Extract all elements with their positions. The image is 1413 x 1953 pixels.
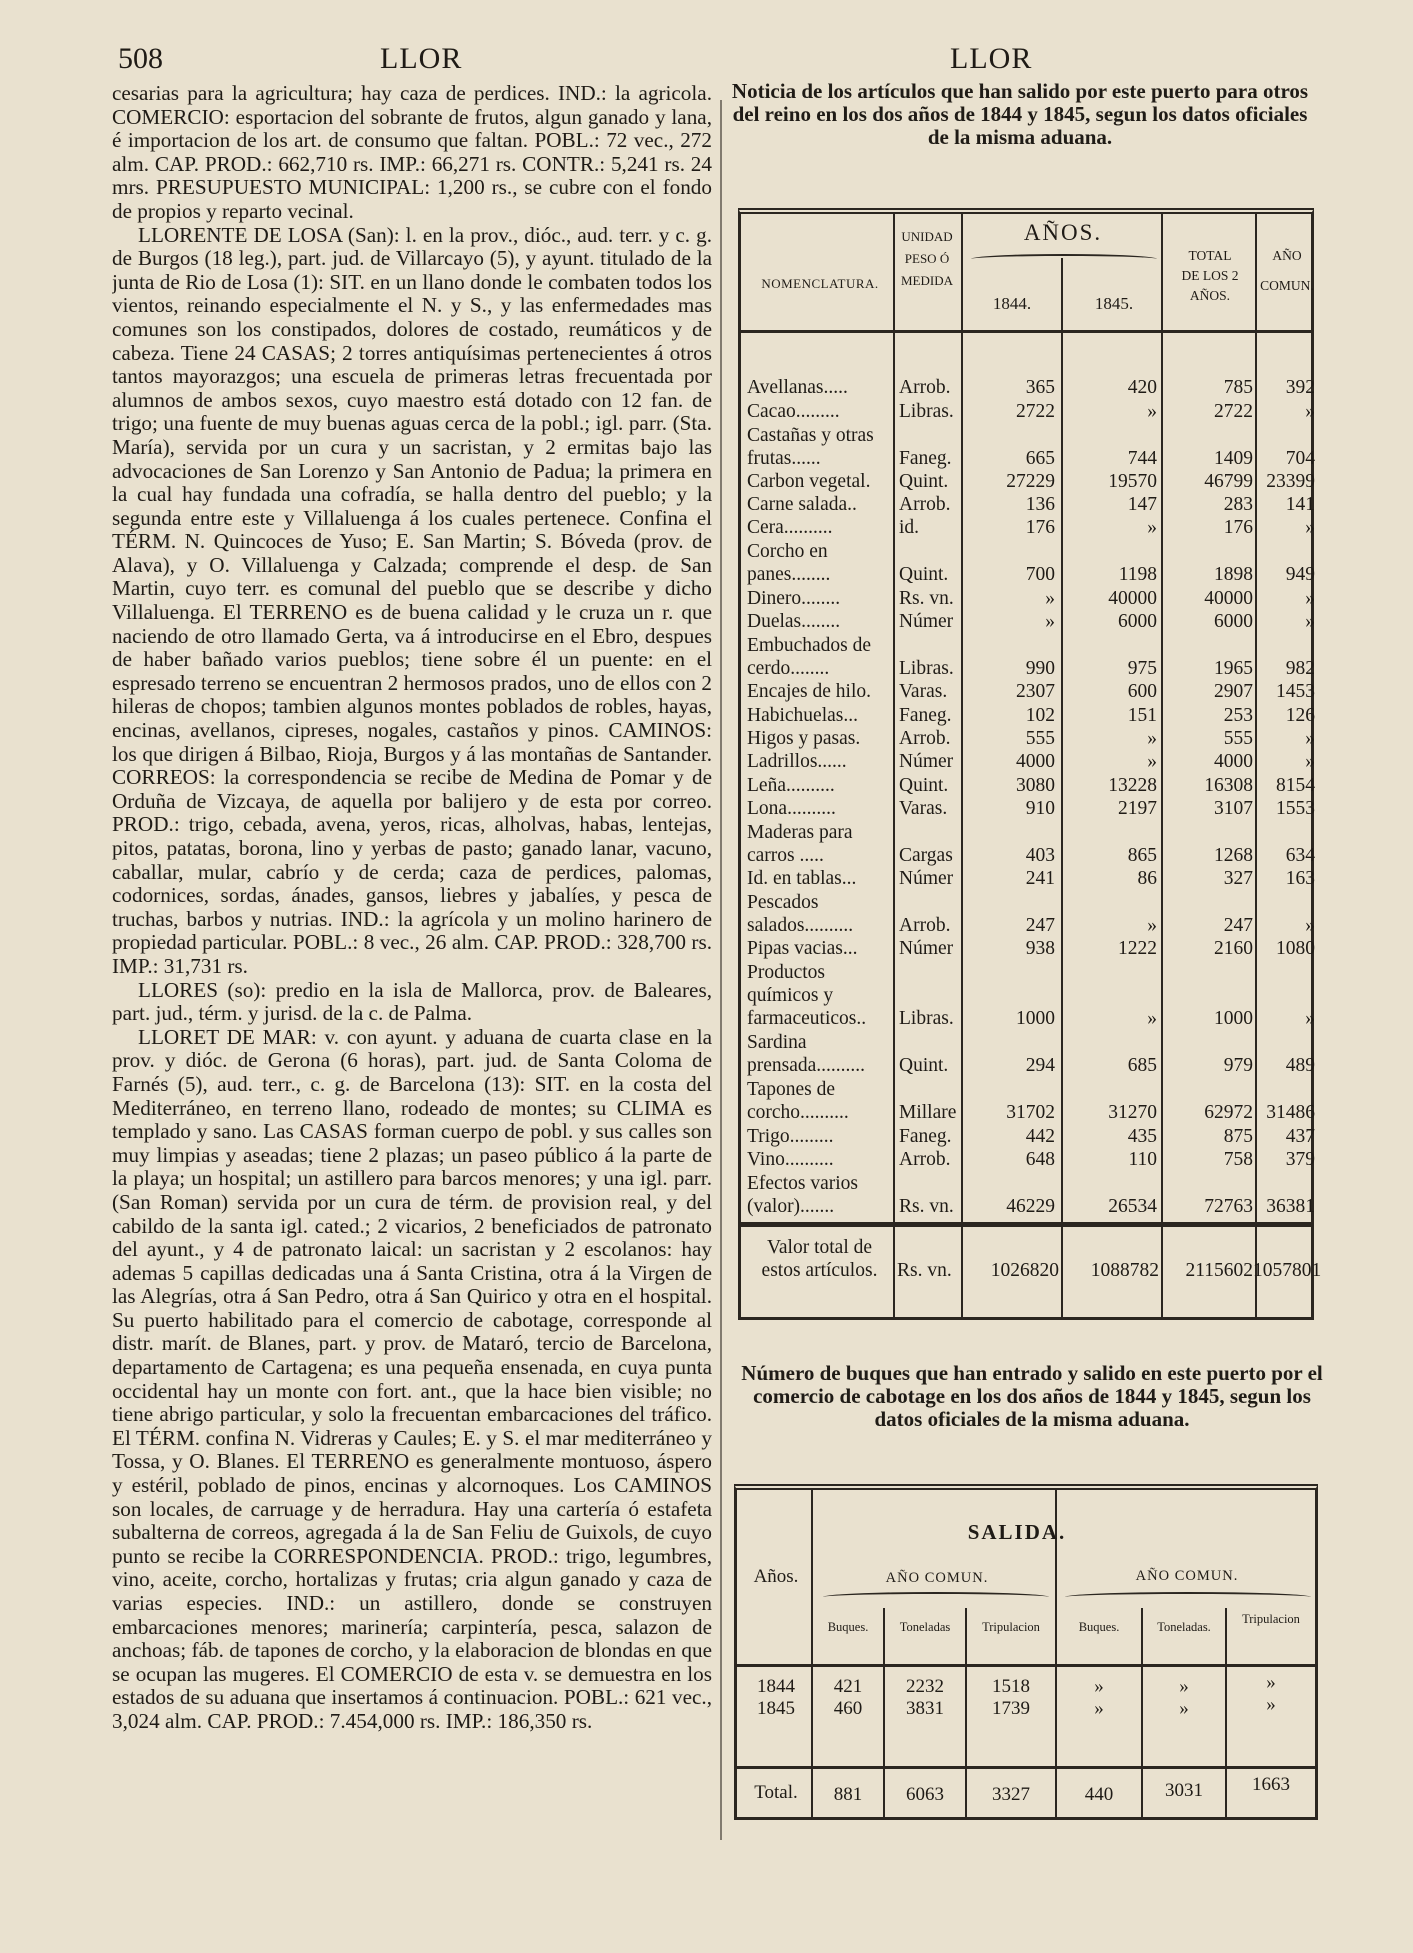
- table-row: [741, 610, 1317, 633]
- total-buques-comun: 440: [1084, 1784, 1114, 1805]
- sub-header-buques-2: Buques.: [1078, 1620, 1120, 1634]
- table-row: [741, 493, 1317, 516]
- article-name: Carbon vegetal.: [747, 470, 871, 492]
- total-row-comun: 1057801: [1253, 1260, 1322, 1281]
- value-1845: 110: [1128, 1149, 1157, 1171]
- header-year-1845: 1845.: [1094, 294, 1134, 313]
- article-name: Id. en tablas...: [747, 868, 857, 890]
- row-1844-buques-comun: »: [1094, 1676, 1104, 1697]
- value-total: 4000: [1214, 751, 1253, 773]
- articles-table-title: Noticia de los artículos que han salido por este puerto para otros del reino en los dos años de 1844 y 1845, segun los datos oficiales de la misma aduana.: [731, 79, 1309, 149]
- value-ano-comun: 437: [1285, 1125, 1315, 1147]
- article-name: Duelas........: [747, 611, 841, 633]
- value-ano-comun: »: [1305, 611, 1315, 633]
- value-ano-comun: 489: [1285, 1055, 1315, 1077]
- article-unit: Arrob.: [899, 1149, 951, 1171]
- value-ano-comun: 141: [1285, 494, 1315, 516]
- sub-header-tripulacion-2: Tripulacion: [1242, 1612, 1300, 1626]
- row-1845-toneladas: 3831: [906, 1698, 944, 1719]
- header-ano-line1: AÑO: [1272, 248, 1302, 263]
- table-row: [741, 890, 1317, 937]
- row-1844-toneladas: 2232: [906, 1676, 944, 1697]
- value-total: 3107: [1214, 797, 1253, 819]
- value-ano-comun: 634: [1285, 844, 1315, 866]
- articles-table: [738, 208, 1322, 1320]
- table-row: [741, 750, 1317, 773]
- value-1844: »: [1045, 587, 1055, 609]
- row-1845-year: 1845: [757, 1698, 795, 1719]
- header-nomenclatura: NOMENCLATURA.: [761, 276, 879, 291]
- row-1845-buques-comun: »: [1094, 1698, 1104, 1719]
- article-name: Dinero........: [747, 587, 841, 609]
- article-unit: Libras.: [899, 658, 954, 680]
- article-unit: Libras.: [899, 400, 954, 422]
- header-brace: [971, 254, 1157, 264]
- value-1845: 31270: [1108, 1102, 1157, 1124]
- paragraph-llores: LLORES (so): predio en la isla de Mallorca, prov. de Baleares, part. jud., térm. y jurisd. de la c. de Palma.: [112, 977, 712, 1026]
- article-unit: Númer: [899, 751, 954, 773]
- value-1845: »: [1147, 400, 1157, 422]
- article-unit: Quint.: [899, 774, 949, 796]
- value-1844: 665: [1025, 447, 1055, 469]
- header-unidad-line2: PESO Ó: [904, 251, 950, 266]
- value-total: 2160: [1214, 938, 1253, 960]
- article-name: Maderas para carros .....: [747, 821, 853, 866]
- article-unit: Faneg.: [899, 1125, 952, 1147]
- value-1844: 4000: [1016, 751, 1055, 773]
- article-unit: Arrob.: [899, 915, 951, 937]
- article-unit: Libras.: [899, 1008, 954, 1030]
- value-ano-comun: »: [1305, 915, 1315, 937]
- article-name: Vino..........: [747, 1149, 834, 1171]
- article-unit: Quint.: [899, 470, 949, 492]
- value-ano-comun: 1453: [1276, 681, 1315, 703]
- row-1844-buques: 421: [833, 1676, 863, 1697]
- total-row-1844: 1026820: [990, 1260, 1059, 1281]
- article-name: Sardina prensada..........: [747, 1032, 866, 1077]
- article-unit: Faneg.: [899, 447, 952, 469]
- group-brace-1: [823, 1592, 1049, 1602]
- article-name: Productos químicos y farmaceuticos..: [747, 962, 867, 1030]
- value-1844: 176: [1025, 517, 1055, 539]
- total-label: Total.: [754, 1782, 798, 1803]
- value-1845: 420: [1127, 377, 1157, 399]
- paragraph-llorente-de-losa: LLORENTE DE LOSA (San): l. en la prov., dióc., aud. terr. y c. g. de Burgos (18 leg.), part. jud. de Villarcayo (5), y ayunt. titulado de la junta de Rio de Losa (1): SIT. en un llano donde le combaten todos los vientos, reinando especialmente el N. y S., y las enfermedades mas comunes son los constipados, dolores de costado, reumáticos y de cabeza. Tiene 24 CASAS; 2 torres antiquísimas pertenecientes á otros tantos mayorazgos; una escuela de primeras letras frecuentada por alumnos de ambos sexos, cuyo maestro está dotado con 12 fan. de trigo; una fuente de muy buenas aguas cerca de la pobl.; igl. parr. (Sta. María), servida por un cura y un sacristan, y 2 ermitas bajo las advocaciones de San Lorenzo y San Antonio de Padua; la primera en la cual hay fundada una cofradía, se halla dentro del pueblo; y la segunda entre este y Villaluenga á los cuales pertenece. Confina el TÉRM. N. Quincoces de Yuso; E. San Martin; S. Bóveda (prov. de Alava), y O. Villaluenga y Calzada; comprende el desp. de San Martin, cuyo terr. es comunal del pueblo que se describe y dicho Villaluenga. El TERRENO es de buena calidad y le cruza un r. que naciendo de otro llamado Gerta, va á introducirse en el Ebro, despues de haber bañado varios pueblos; tiene sobre él un puente: en el espresado terreno se encuentran 2 hermosos prados, uno de ellos con 2 hileras de chopos; tambien algunos montes poblados de robles, hayas, encinas, avellanos, cipreses, nogales, castaños y pinos. CAMINOS: los que dirigen á Bilbao, Rioja, Burgos y á las montañas de Santander. CORREOS: la correspondencia se recibe de Medina de Pomar y de Orduña de Vizcaya, de aquella por balijero y de esta por correo. PROD.: trigo, cebada, avena, yeros, ricas, alholvas, habas, lentejas, pitos, patatas, borona, lino y yerbas de pasto; ganado lanar, vacuno, caballar, mular, cabrío y de cerda; caza de perdices, palomas, codornices, sordas, ánades, gansos, liebres y jabalíes, y pesca de truchas, barbos y nutrias. IND.: la agrícola y un molino harinero de propiedad particular. POBL.: 8 vec., 26 alm. CAP. PROD.: 328,700 rs. IMP.: 31,731 rs.: [112, 222, 712, 978]
- sub-header-toneladas-1: Toneladas: [899, 1620, 951, 1634]
- table-row: [741, 727, 1317, 750]
- value-ano-comun: »: [1305, 587, 1315, 609]
- value-ano-comun: 392: [1285, 377, 1315, 399]
- article-name: Cacao.........: [747, 400, 840, 422]
- table-row: [741, 937, 1317, 960]
- article-name: Habichuelas...: [747, 704, 859, 726]
- table-row: [741, 867, 1317, 890]
- value-total: 1000: [1214, 1008, 1253, 1030]
- total-toneladas: 6063: [906, 1784, 944, 1805]
- value-total: 253: [1223, 704, 1253, 726]
- total-row: [741, 1232, 1322, 1292]
- row-1844-tripulacion-comun: »: [1266, 1672, 1276, 1693]
- table-row: [741, 703, 1317, 726]
- table-row: [741, 960, 1317, 1030]
- article-unit: id.: [899, 517, 920, 539]
- header-total-line3: AÑOS.: [1189, 288, 1231, 303]
- table-row: [741, 470, 1317, 493]
- table-row: [741, 1077, 1317, 1124]
- value-total: 555: [1223, 727, 1253, 749]
- value-ano-comun: 379: [1285, 1149, 1315, 1171]
- article-name: Carne salada..: [747, 494, 857, 516]
- value-1844: »: [1045, 611, 1055, 633]
- article-name: Trigo.........: [747, 1125, 834, 1147]
- value-1845: 975: [1127, 658, 1157, 680]
- sub-header-toneladas-2: Toneladas.: [1157, 1620, 1211, 1634]
- value-total: 247: [1223, 915, 1253, 937]
- value-1844: 1000: [1016, 1008, 1055, 1030]
- group-heading-1: AÑO COMUN.: [885, 1570, 989, 1586]
- value-1844: 365: [1025, 377, 1055, 399]
- value-ano-comun: »: [1305, 727, 1315, 749]
- value-ano-comun: 23399: [1266, 470, 1315, 492]
- article-name: Tapones de corcho..........: [747, 1079, 849, 1124]
- value-1844: 648: [1025, 1149, 1055, 1171]
- table-row: [741, 539, 1317, 586]
- table-row: [741, 1171, 1317, 1218]
- header-ano-comun: [1257, 246, 1317, 306]
- row-1844-year: 1844: [757, 1676, 795, 1697]
- value-total: 176: [1223, 517, 1253, 539]
- running-title-left: LLOR: [380, 42, 463, 75]
- article-name: Pescados salados..........: [747, 892, 854, 937]
- value-ano-comun: 31486: [1266, 1102, 1315, 1124]
- article-unit: Faneg.: [899, 704, 952, 726]
- value-total: 979: [1223, 1055, 1253, 1077]
- group-brace-2: [1065, 1592, 1311, 1602]
- value-total: 2722: [1214, 400, 1253, 422]
- table-row: [741, 1148, 1317, 1171]
- value-1844: 241: [1025, 868, 1055, 890]
- article-unit: Millare: [899, 1102, 957, 1124]
- article-name: Pipas vacias...: [747, 938, 858, 960]
- row-1845-buques: 460: [833, 1698, 863, 1719]
- ships-table-title: Número de buques que han entrado y salido en este puerto por el comercio de cabotage en los dos años de 1844 y 1845, segun los datos oficiales de la misma aduana.: [741, 1361, 1323, 1431]
- article-name: Avellanas.....: [747, 377, 848, 399]
- table-row: [741, 1030, 1317, 1077]
- column-divider: [720, 100, 722, 1840]
- value-1845: 600: [1127, 681, 1157, 703]
- article-unit: Rs. vn.: [899, 1196, 954, 1218]
- value-1844: 555: [1025, 727, 1055, 749]
- article-unit: Rs. vn.: [899, 587, 954, 609]
- value-1845: 1222: [1118, 938, 1157, 960]
- page-number: 508: [118, 42, 163, 75]
- article-unit: Arrob.: [899, 377, 951, 399]
- table-row: [741, 399, 1317, 422]
- value-total: 72763: [1204, 1196, 1253, 1218]
- value-1845: 685: [1127, 1055, 1157, 1077]
- value-total: 62972: [1204, 1102, 1253, 1124]
- value-1844: 990: [1025, 658, 1055, 680]
- total-buques: 881: [833, 1784, 863, 1805]
- value-1844: 46229: [1006, 1196, 1055, 1218]
- article-unit: Arrob.: [899, 494, 951, 516]
- ships-table: [734, 1484, 1318, 1820]
- value-ano-comun: »: [1305, 400, 1315, 422]
- value-1844: 136: [1025, 494, 1055, 516]
- total-rule: [737, 1766, 1315, 1769]
- value-1845: 1198: [1118, 564, 1157, 586]
- value-1845: 26534: [1108, 1196, 1157, 1218]
- value-total: 283: [1223, 494, 1253, 516]
- paragraph-cesarias: cesarias para la agricultura; hay caza de perdices. IND.: la agricola. COMERCIO: esportacion del sobrante de frutos, algun ganado y lana, é importacion de los art. de consumo que faltan. POBL.: 72 vec., 272 alm. CAP. PROD.: 662,710 rs. IMP.: 66,271 rs. CONTR.: 5,241 rs. 24 mrs. PRESUPUESTO MUNICIPAL: 1,200 rs., se cubre con el fondo de propios y reparto vecinal.: [112, 82, 712, 223]
- article-name: Efectos varios (valor).......: [747, 1173, 859, 1218]
- value-1844: 442: [1025, 1125, 1055, 1147]
- value-1845: 6000: [1118, 611, 1157, 633]
- value-total: 327: [1223, 868, 1253, 890]
- value-1845: 744: [1127, 447, 1157, 469]
- article-unit: Quint.: [899, 564, 949, 586]
- header-anos: AÑOS.: [1023, 220, 1103, 245]
- article-name: Leña..........: [747, 774, 835, 796]
- header-total: [1163, 246, 1257, 306]
- sub-header-buques-1: Buques.: [827, 1620, 869, 1634]
- article-name: Cera..........: [747, 517, 833, 539]
- value-total: 2907: [1214, 681, 1253, 703]
- total-tripulacion-comun: 1663: [1252, 1774, 1290, 1795]
- value-1844: 403: [1025, 844, 1055, 866]
- value-1844: 3080: [1016, 774, 1055, 796]
- header-rule: [741, 330, 1311, 333]
- value-1845: »: [1147, 727, 1157, 749]
- value-1845: »: [1147, 751, 1157, 773]
- total-row-total: 2115602: [1185, 1260, 1253, 1281]
- table-row: [741, 633, 1317, 680]
- running-title-right: LLOR: [950, 42, 1033, 75]
- table-row: [741, 423, 1317, 470]
- table-row: [741, 680, 1317, 703]
- article-name: Lona..........: [747, 797, 836, 819]
- value-1844: 31702: [1006, 1102, 1055, 1124]
- row-1845-tripulacion: 1739: [992, 1698, 1030, 1719]
- value-1845: »: [1147, 915, 1157, 937]
- value-1845: 865: [1127, 844, 1157, 866]
- value-ano-comun: 1553: [1276, 797, 1315, 819]
- total-tripulacion: 3327: [992, 1784, 1030, 1805]
- value-ano-comun: 36381: [1266, 1196, 1315, 1218]
- value-1845: 40000: [1108, 587, 1157, 609]
- value-total: 16308: [1204, 774, 1253, 796]
- row-1844-tripulacion: 1518: [992, 1676, 1030, 1697]
- header-total-line2: DE LOS 2: [1181, 268, 1239, 283]
- group-heading-2: AÑO COMUN.: [1135, 1568, 1239, 1584]
- value-ano-comun: »: [1305, 1008, 1315, 1030]
- row-1844-toneladas-comun: »: [1179, 1676, 1189, 1697]
- article-name: Corcho en panes........: [747, 541, 831, 586]
- value-1845: »: [1147, 1008, 1157, 1030]
- value-ano-comun: 126: [1285, 704, 1315, 726]
- value-1845: 13228: [1108, 774, 1157, 796]
- article-unit: Númer: [899, 611, 954, 633]
- value-1845: 2197: [1118, 797, 1157, 819]
- value-total: 1898: [1214, 564, 1253, 586]
- article-name: Embuchados de cerdo........: [747, 635, 872, 680]
- value-1844: 2307: [1016, 681, 1055, 703]
- sub-header-tripulacion-1: Tripulacion: [982, 1620, 1040, 1634]
- value-1845: 86: [1137, 868, 1157, 890]
- total-row-unit: Rs. vn.: [897, 1260, 952, 1281]
- header-ano-line2: COMUN.: [1260, 278, 1314, 293]
- value-ano-comun: 8154: [1276, 774, 1315, 796]
- table-row: [741, 820, 1317, 867]
- header-total-line1: TOTAL: [1188, 248, 1232, 263]
- articles-rows: [741, 376, 1317, 1218]
- total-rule: [741, 1222, 1311, 1227]
- value-1844: 247: [1025, 915, 1055, 937]
- value-total: 1965: [1214, 658, 1253, 680]
- value-ano-comun: 163: [1285, 868, 1315, 890]
- value-1845: 151: [1127, 704, 1157, 726]
- value-1844: 700: [1025, 564, 1055, 586]
- table-row: [741, 797, 1317, 820]
- value-1844: 294: [1025, 1055, 1055, 1077]
- salida-heading: SALIDA.: [967, 1520, 1067, 1544]
- table-row: [741, 1124, 1317, 1147]
- article-unit: Varas.: [899, 681, 948, 703]
- left-column-text: [112, 82, 712, 1852]
- header-anos: Años.: [753, 1566, 799, 1587]
- article-name: Ladrillos......: [747, 751, 847, 773]
- header-unidad: [893, 226, 961, 292]
- value-1845: »: [1147, 517, 1157, 539]
- value-1844: 27229: [1006, 470, 1055, 492]
- table-row: [741, 376, 1317, 399]
- header-unidad-line1: UNIDAD: [901, 229, 953, 244]
- value-1844: 2722: [1016, 400, 1055, 422]
- value-ano-comun: »: [1305, 751, 1315, 773]
- article-name: Encajes de hilo.: [747, 681, 871, 703]
- header-rule: [737, 1664, 1315, 1667]
- table-row: [741, 773, 1317, 796]
- row-1845-tripulacion-comun: »: [1266, 1694, 1276, 1715]
- value-1844: 910: [1025, 797, 1055, 819]
- value-total: 40000: [1204, 587, 1253, 609]
- value-ano-comun: 949: [1285, 564, 1315, 586]
- value-total: 1268: [1214, 844, 1253, 866]
- header-year-1844: 1844.: [992, 294, 1032, 313]
- value-1844: 938: [1025, 938, 1055, 960]
- article-name: Higos y pasas.: [747, 727, 861, 749]
- value-ano-comun: 1080: [1276, 938, 1315, 960]
- total-row-label: Valor total de estos artículos.: [761, 1237, 878, 1281]
- value-total: 785: [1223, 377, 1253, 399]
- value-total: 875: [1223, 1125, 1253, 1147]
- value-ano-comun: 704: [1285, 447, 1315, 469]
- article-unit: Cargas: [899, 844, 953, 866]
- value-total: 46799: [1204, 470, 1253, 492]
- value-1845: 19570: [1108, 470, 1157, 492]
- article-unit: Quint.: [899, 1055, 949, 1077]
- article-unit: Númer: [899, 868, 954, 890]
- total-toneladas-comun: 3031: [1165, 1780, 1203, 1801]
- paragraph-lloret-de-mar: LLORET DE MAR: v. con ayunt. y aduana de cuarta clase en la prov. y dióc. de Gerona (6 horas), part. jud. de Santa Coloma de Farnés (5), aud. terr., c. g. de Barcelona (13): SIT. en la costa del Mediterráneo, en terreno llano, rodeado de montes; su CLIMA es templado y sano. Las CASAS forman cuerpo de pobl. y sus calles son muy limpias y aseadas; tiene 2 plazas; un paseo público á la parte de la playa; un hospital; un astillero para barcos menores; y una igl. parr. (San Roman) servida por un cura de térm. de provision real, y del cabildo de la santa igl. cated.; 2 vicarios, 2 beneficiados de patronato del ayunt., y 4 de patronato laical: un sacristan y 2 escolanos: hay ademas 5 capillas dedicadas una á Santa Cristina, otra á la Virgen de las Alegrías, otra á San Pedro, otra á San Quirico y otra en el hospital. Su puerto habilitado para el comercio de cabotage, corresponde al distr. marít. de Blanes, part. y prov. de Mataró, tercio de Barcelona, departamento de Cartagena; es una pequeña ensenada, en cuya punta occidental hay un monte con fort. ant., que la hace bien visible; no tiene abrigo particular, y solo la frecuentan embarcaciones del tráfico. El TÉRM. confina N. Vidreras y Caules; E. y S. el mar mediterráneo y Tossa, y O. Blanes. El TERRENO es generalmente montuoso, áspero y estéril, poblado de pinos, encinas y alcornoques. Los CAMINOS son locales, de carruage y de herradura. Hay una cartería ó estafeta subalterna de correos, agregada á la de San Feliu de Guixols, de cuyo punto se recibe la CORRESPONDENCIA. PROD.: trigo, legumbres, vino, aceite, corcho, hortalizas y frutas; cria algun ganado y caza de varias especies. IND.: un astillero, donde se construyen embarcaciones menores; marinería; carpintería, pesca, salazon de anchoas; fáb. de tapones de corcho, y la elaboracion de blondas en que se ocupan las mugeres. El COMERCIO de esta v. se demuestra en los estados de su aduana que insertamos á continuacion. POBL.: 621 vec., 3,024 alm. CAP. PROD.: 7.454,000 rs. IMP.: 186,350 rs.: [112, 1024, 712, 1733]
- table-row: [741, 586, 1317, 609]
- row-1845-toneladas-comun: »: [1179, 1698, 1189, 1719]
- value-ano-comun: »: [1305, 517, 1315, 539]
- value-1845: 435: [1127, 1125, 1157, 1147]
- value-1845: 147: [1127, 494, 1157, 516]
- article-unit: Arrob.: [899, 727, 951, 749]
- value-ano-comun: 982: [1285, 658, 1315, 680]
- value-total: 758: [1223, 1149, 1253, 1171]
- value-total: 1409: [1214, 447, 1253, 469]
- header-unidad-line3: MEDIDA: [901, 273, 953, 288]
- value-total: 6000: [1214, 611, 1253, 633]
- article-name: Castañas y otras frutas......: [747, 424, 874, 469]
- value-1844: 102: [1025, 704, 1055, 726]
- total-row-1845: 1088782: [1090, 1260, 1159, 1281]
- article-unit: Númer: [899, 938, 954, 960]
- table-row: [741, 516, 1317, 539]
- article-unit: Varas.: [899, 797, 948, 819]
